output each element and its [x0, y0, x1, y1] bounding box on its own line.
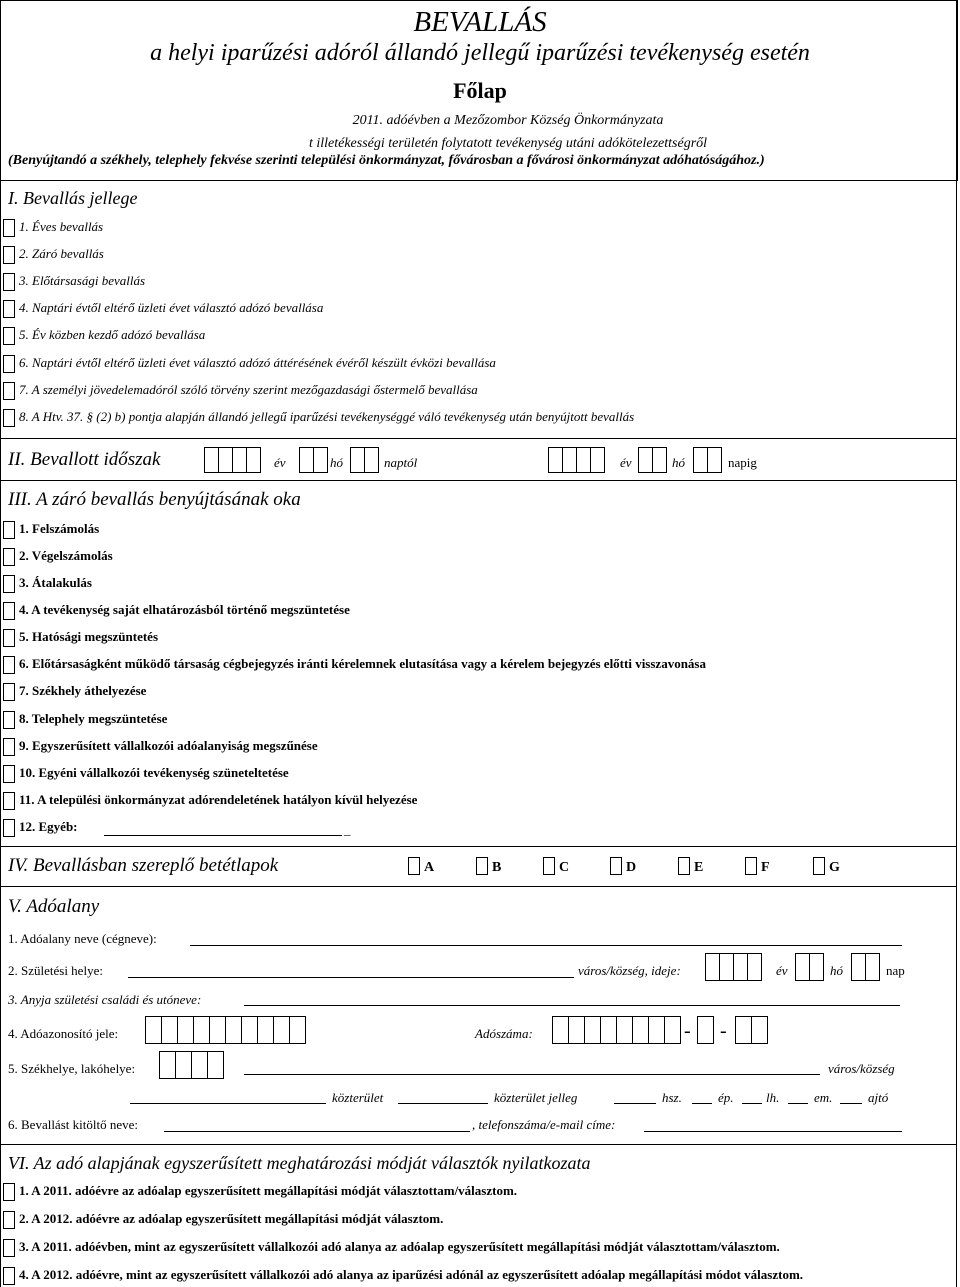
checkbox[interactable]: [3, 738, 15, 756]
checkbox[interactable]: [3, 1183, 15, 1201]
name-field[interactable]: [190, 944, 902, 946]
section3-item: 1. Felszámolás: [3, 521, 99, 539]
taxid-boxes[interactable]: [146, 1016, 306, 1044]
section6-item: 3. A 2011. adóévben, mint az egyszerűsített vállalkozói adó alanya az adóalap egyszerűsített megállapítási módját választottam/választom.: [3, 1239, 780, 1257]
section-divider: [0, 438, 956, 439]
birthplace-field[interactable]: [128, 976, 574, 978]
postcode-boxes[interactable]: [160, 1051, 224, 1079]
filler-label: 6. Bevallást kitöltő neve:: [8, 1117, 138, 1132]
city-label: város/község: [828, 1061, 895, 1076]
street-field[interactable]: [130, 1102, 326, 1104]
year-line: 2011. adóévben a Mezőzombor Község Önkormányzata: [352, 113, 664, 128]
checkbox[interactable]: [3, 819, 15, 837]
attachment-D-label: D: [626, 860, 637, 875]
period-from-month[interactable]: [300, 447, 328, 473]
sheet-title: Főlap: [453, 78, 507, 103]
section3-item: 8. Telephely megszüntetése: [3, 711, 167, 729]
ajto-field[interactable]: [840, 1102, 862, 1104]
filler-field[interactable]: [164, 1130, 470, 1132]
checkbox[interactable]: [3, 575, 15, 593]
birth-year[interactable]: [706, 953, 762, 981]
other-reason-field[interactable]: [104, 834, 342, 836]
city-field[interactable]: [244, 1073, 820, 1075]
checkbox[interactable]: [3, 300, 15, 318]
section6-item: 4. A 2012. adóévre, mint az egyszerűsített vállalkozói adó alanya az iparűzési adónál az egyszerűsített adóalap megállapítási módot választom.: [3, 1267, 803, 1285]
section3-title: III. A záró bevallás benyújtásának oka: [8, 489, 301, 510]
checkbox[interactable]: [3, 792, 15, 810]
period-from-day[interactable]: [351, 447, 379, 473]
month-label: hó: [830, 963, 843, 978]
section2-title: II. Bevallott időszak: [8, 449, 161, 470]
checkbox[interactable]: [3, 629, 15, 647]
attachment-E[interactable]: [678, 857, 694, 875]
year-label: év: [274, 455, 286, 470]
period-to-day[interactable]: [694, 447, 722, 473]
attachment-B-label: B: [492, 860, 502, 875]
checkbox[interactable]: [3, 521, 15, 539]
year-label: év: [620, 455, 632, 470]
street-type-field[interactable]: [398, 1102, 488, 1104]
attachment-A[interactable]: [408, 857, 424, 875]
lh-label: lh.: [766, 1090, 780, 1105]
taxnum-county[interactable]: [736, 1016, 768, 1044]
checkbox[interactable]: [3, 246, 15, 264]
phone-label: , telefonszáma/e-mail címe:: [472, 1117, 616, 1132]
hsz-label: hsz.: [662, 1090, 682, 1105]
attachment-C[interactable]: [543, 857, 559, 875]
year-label: év: [776, 963, 788, 978]
month-label: hó: [330, 455, 343, 470]
checkbox[interactable]: [3, 327, 15, 345]
section-divider: [0, 1144, 956, 1145]
checkbox[interactable]: [3, 683, 15, 701]
section3-item: 3. Átalakulás: [3, 575, 92, 593]
to-label: napig: [728, 455, 757, 470]
mother-label: 3. Anyja születési családi és utóneve:: [8, 992, 202, 1007]
section1-title: I. Bevallás jellege: [8, 188, 138, 208]
section3-item: 4. A tevékenység saját elhatározásból történő megszüntetése: [3, 602, 350, 620]
section5-title: V. Adóalany: [8, 896, 100, 917]
hsz-field[interactable]: [614, 1102, 656, 1104]
filing-note: (Benyújtandó a székhely, telephely fekvése szerinti települési önkormányzat, fővárosban a fővárosi önkormányzat adóhatóságához.): [8, 153, 765, 168]
name-label: 1. Adóalany neve (cégneve):: [8, 931, 157, 946]
month-label: hó: [672, 455, 685, 470]
section3-item: 9. Egyszerűsített vállalkozói adóalanyiság megszűnése: [3, 738, 318, 756]
section3-item: 11. A települési önkormányzat adórendeletének hatályon kívül helyezése: [3, 792, 417, 810]
checkbox[interactable]: [3, 219, 15, 237]
period-to-month[interactable]: [639, 447, 667, 473]
checkbox[interactable]: [3, 382, 15, 400]
section6-item: 1. A 2011. adóévre az adóalap egyszerűsített megállapítási módját választottam/választom.: [3, 1183, 517, 1201]
attachment-A-label: A: [424, 860, 435, 875]
section1-item: 7. A személyi jövedelemadóról szóló törvény szerint mezőgazdasági őstermelő bevallása: [3, 382, 478, 400]
section1-item: 8. A Htv. 37. § (2) b) pontja alapján állandó jellegű iparűzési tevékenységgé váló tevékenység után benyújtott bevallás: [3, 409, 634, 427]
section1-item: 3. Előtársasági bevallás: [3, 273, 145, 291]
section3-item: 5. Hatósági megszüntetés: [3, 629, 158, 647]
street-type-label: közterület jelleg: [494, 1090, 578, 1105]
seat-label: 5. Székhelye, lakóhelye:: [8, 1061, 136, 1076]
frame-left: [0, 0, 1, 1287]
form-title: BEVALLÁS: [413, 6, 547, 38]
section1-item: 2. Záró bevallás: [3, 246, 104, 264]
checkbox[interactable]: [3, 656, 15, 674]
checkbox[interactable]: [3, 1239, 15, 1257]
birthplace-label: 2. Születési helye:: [8, 963, 103, 978]
section-divider: [0, 480, 956, 481]
lh-field[interactable]: [742, 1102, 762, 1104]
section3-item: 7. Székhely áthelyezése: [3, 683, 146, 701]
section3-item: 2. Végelszámolás: [3, 548, 113, 566]
taxid-label: 4. Adóazonosító jele:: [8, 1026, 119, 1041]
section-divider: [0, 846, 956, 847]
checkbox[interactable]: [3, 711, 15, 729]
mother-field[interactable]: [244, 1004, 900, 1006]
attachment-E-label: E: [694, 860, 704, 875]
em-label: em.: [814, 1090, 833, 1105]
city-date-label: város/község, ideje:: [578, 963, 681, 978]
street-label: közterület: [332, 1090, 384, 1105]
attachment-G[interactable]: [813, 857, 829, 875]
from-label: naptól: [384, 455, 418, 470]
checkbox[interactable]: [3, 273, 15, 291]
checkbox[interactable]: [3, 765, 15, 783]
checkbox[interactable]: [3, 1211, 15, 1229]
attachment-G-label: G: [829, 860, 840, 875]
day-label: nap: [886, 963, 905, 978]
form-subtitle: a helyi iparűzési adóról állandó jellegű iparűzési tevékenység esetén: [150, 40, 810, 66]
section6-item: 2. A 2012. adóévre az adóalap egyszerűsített megállapítási módját választom.: [3, 1211, 443, 1229]
ep-label: ép.: [718, 1090, 734, 1105]
checkbox[interactable]: [3, 355, 15, 373]
taxnum-label: Adószáma:: [475, 1026, 533, 1041]
section1-item: 4. Naptári évtől eltérő üzleti évet választó adózó bevallása: [3, 300, 323, 318]
ajto-label: ajtó: [868, 1090, 889, 1105]
taxnum-main[interactable]: [553, 1016, 681, 1044]
taxnum-dash: -: [720, 1020, 727, 1042]
frame-right: [956, 0, 957, 1287]
section3-item: 12. Egyéb:: [3, 819, 78, 837]
em-field[interactable]: [788, 1102, 808, 1104]
section-divider: [0, 886, 956, 887]
birth-day[interactable]: [852, 953, 880, 981]
territory-line: t illetékességi területén folytatott tevékenység utáni adókötelezettségről: [308, 136, 708, 151]
birth-month[interactable]: [796, 953, 824, 981]
period-to-year[interactable]: [549, 447, 605, 473]
section6-title: VI. Az adó alapjának egyszerűsített meghatározási módját választók nyilatkozata: [8, 1153, 591, 1173]
attachment-B[interactable]: [476, 857, 492, 875]
other-suffix: _: [344, 822, 351, 837]
attachment-D[interactable]: [610, 857, 626, 875]
checkbox[interactable]: [3, 548, 15, 566]
section1-item: 5. Év közben kezdő adózó bevallása: [3, 327, 205, 345]
taxnum-dash: -: [684, 1020, 691, 1042]
checkbox[interactable]: [3, 1267, 15, 1285]
phone-field[interactable]: [644, 1130, 902, 1132]
section3-item: 10. Egyéni vállalkozói tevékenység szüneteltetése: [3, 765, 289, 783]
section1-item: 1. Éves bevallás: [3, 219, 103, 237]
section4-title: IV. Bevallásban szereplő betétlapok: [8, 855, 279, 876]
checkbox[interactable]: [3, 409, 15, 427]
attachment-F-label: F: [761, 860, 770, 875]
section3-item: 6. Előtársaságként működő társaság cégbejegyzés iránti kérelemnek elutasítása vagy a kérelem bejegyzés előtti visszavonása: [3, 656, 706, 674]
attachment-C-label: C: [559, 860, 570, 875]
checkbox[interactable]: [3, 602, 15, 620]
period-from-year[interactable]: [205, 447, 261, 473]
taxnum-vat[interactable]: [698, 1016, 714, 1044]
ep-field[interactable]: [692, 1102, 712, 1104]
attachment-F[interactable]: [745, 857, 761, 875]
section1-item: 6. Naptári évtől eltérő üzleti évet választó adózó áttérésének évéről készült évközi bevallása: [3, 355, 496, 373]
